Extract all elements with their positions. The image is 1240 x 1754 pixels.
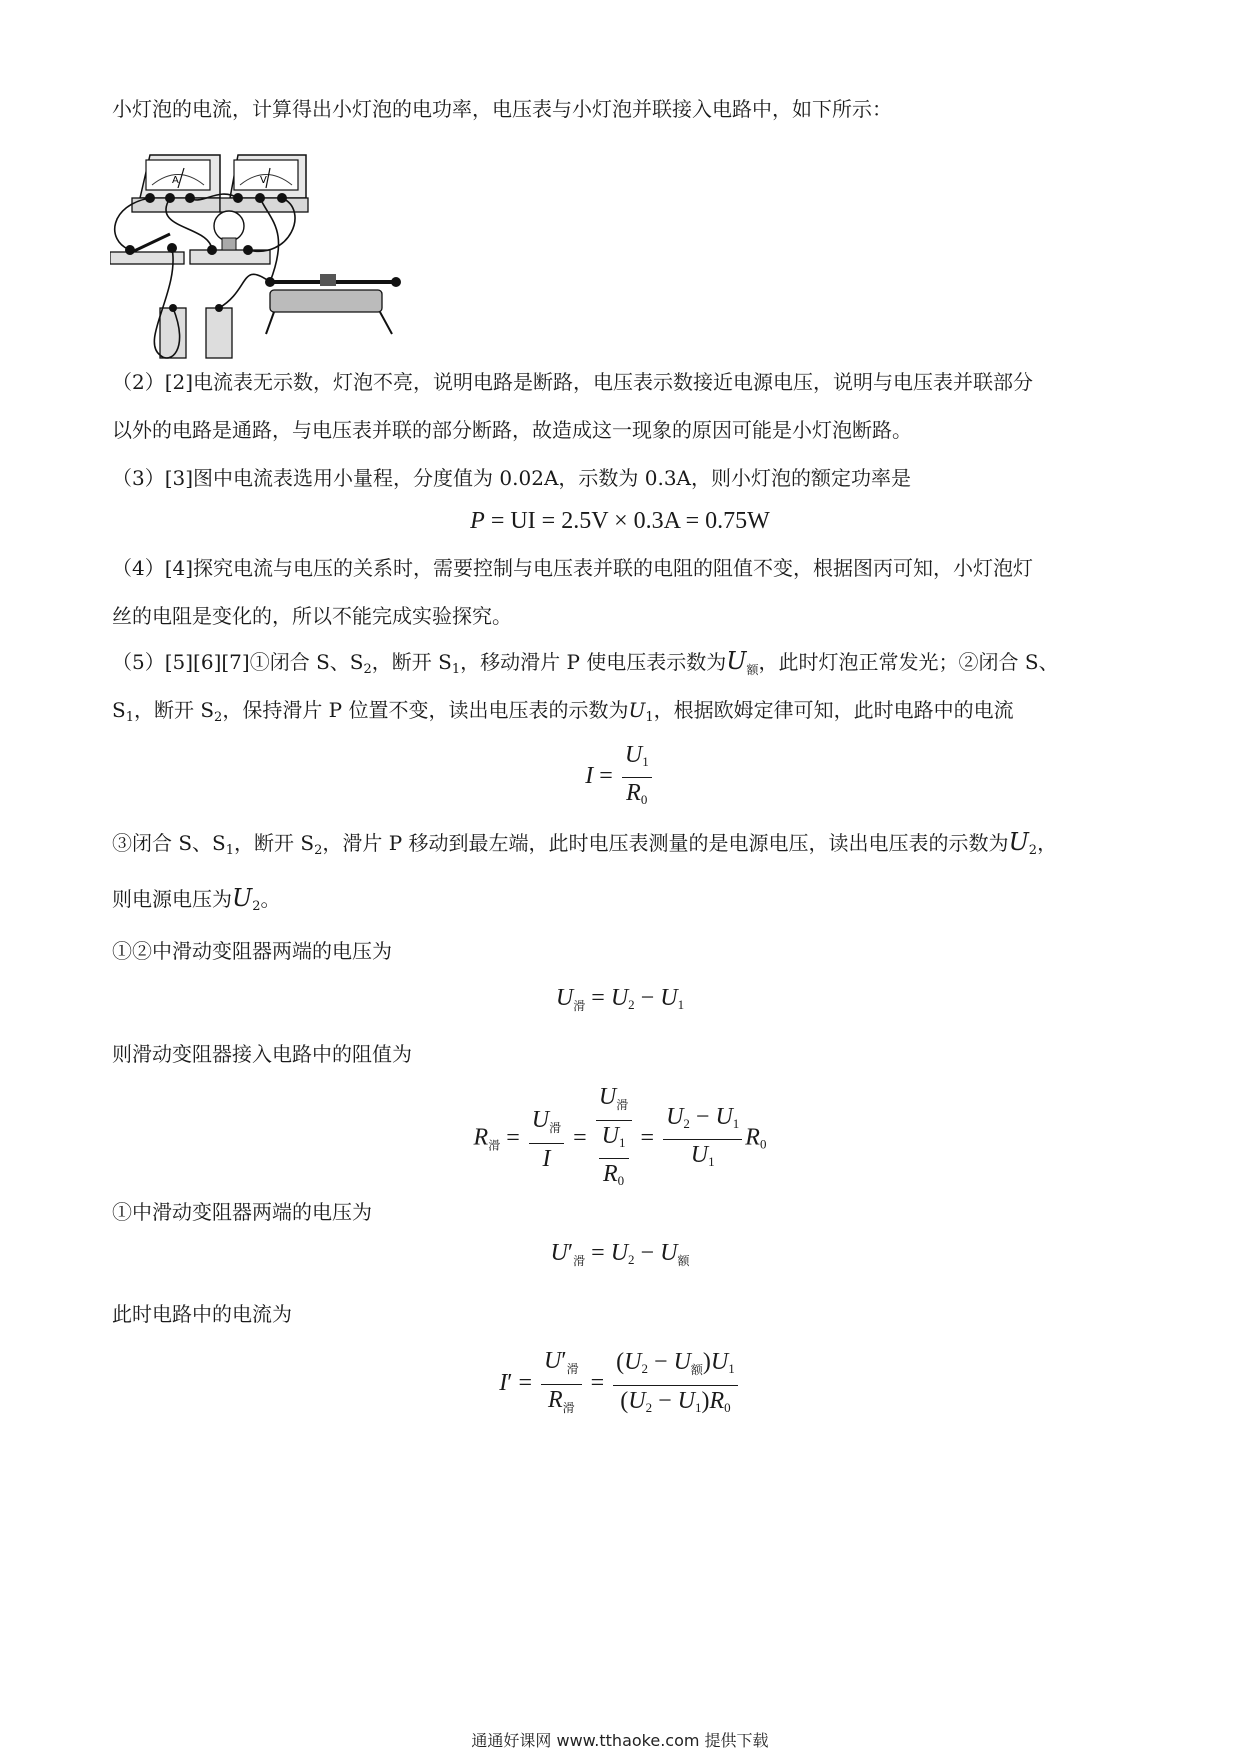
paragraph-current-final: 此时电路中的电流为 (112, 1302, 292, 1326)
paragraph-q5-line1: （5）[5][6][7]①闭合 S、$S_2$，断开 $S_1$，移动滑片 P 使电压表示数为$U_额$，此时灯泡正常发光；②闭合 S、 (112, 647, 1059, 677)
paragraph-q5-line3: ③闭合 S、$S_1$，断开 $S_2$，滑片 P 移动到最左端，此时电压表测量的是电源电压，读出电压表的示数为$U_2$， (112, 828, 1058, 858)
paragraph-q5-line2: $S_1$，断开 $S_2$，保持滑片 P 位置不变，读出电压表的示数为$U_1$，根据欧姆定律可知，此时电路中的电流 (112, 698, 1014, 725)
page-footer: 通通好课网 www.tthaoke.com 提供下载 (471, 1731, 769, 1750)
rheostat-icon (265, 274, 401, 334)
battery-icon (160, 304, 232, 358)
bulb-icon (190, 211, 270, 264)
paragraph-voltage-12: ①②中滑动变阻器两端的电压为 (112, 939, 392, 963)
paragraph-q3: （3）[3]图中电流表选用小量程，分度值为 0.02A，示数为 0.3A，则小灯泡的额定功率是 (112, 466, 911, 490)
paragraph-q2-line2: 以外的电路是通路，与电压表并联的部分断路，故造成这一现象的原因可能是小灯泡断路。 (112, 418, 912, 442)
paragraph-q5-line4: 则电源电压为$U_2$。 (112, 884, 281, 914)
ammeter-icon (132, 155, 220, 212)
svg-text:V: V (260, 175, 267, 186)
svg-text:A: A (172, 175, 179, 186)
paragraph-q4-line2: 丝的电阻是变化的，所以不能完成实验探究。 (112, 604, 512, 628)
circuit-figure (110, 150, 450, 400)
equation-r-slide: $R_滑$ = $\frac{U_滑}{I}$ = $\frac{U_滑}{\frac{U_1}{R_0}}$ = $\frac{U_2 - U_1}{U_1}$ $R_0$ (473, 1084, 767, 1188)
equation-i-prime: I′ = $\frac{U'_滑}{R_滑}$ = $\frac{(U_2 - U_额)U_1}{(U_2 - U_1)R_0}$ (0, 1346, 1240, 1423)
circuit-wires (115, 194, 295, 358)
equation-power: P = UI = 2.5V × 0.3A = 0.75W (470, 508, 770, 534)
paragraph-voltage-1: ①中滑动变阻器两端的电压为 (112, 1200, 372, 1224)
paragraph-q4-line1: （4）[4]探究电流与电压的关系时，需要控制与电压表并联的电阻的阻值不变，根据图丙可知，小灯泡灯 (112, 556, 1034, 580)
equation-u-prime-slide: $U'_滑 = U_2 - U_额$ (550, 1240, 690, 1268)
equation-current: I = $\frac{U_1}{R_0}$ (0, 740, 1240, 815)
voltmeter-icon (220, 155, 308, 212)
paragraph-intro: 小灯泡的电流，计算得出小灯泡的电功率，电压表与小灯泡并联接入电路中，如下所示： (112, 97, 892, 121)
paragraph-resistance: 则滑动变阻器接入电路中的阻值为 (112, 1042, 412, 1066)
equation-u-slide: $U_滑 = U_2 - U_1$ (555, 985, 685, 1013)
paragraph-q2-line1: （2）[2]电流表无示数，灯泡不亮，说明电路是断路，电压表示数接近电源电压，说明与电压表并联部分 (112, 370, 1034, 394)
